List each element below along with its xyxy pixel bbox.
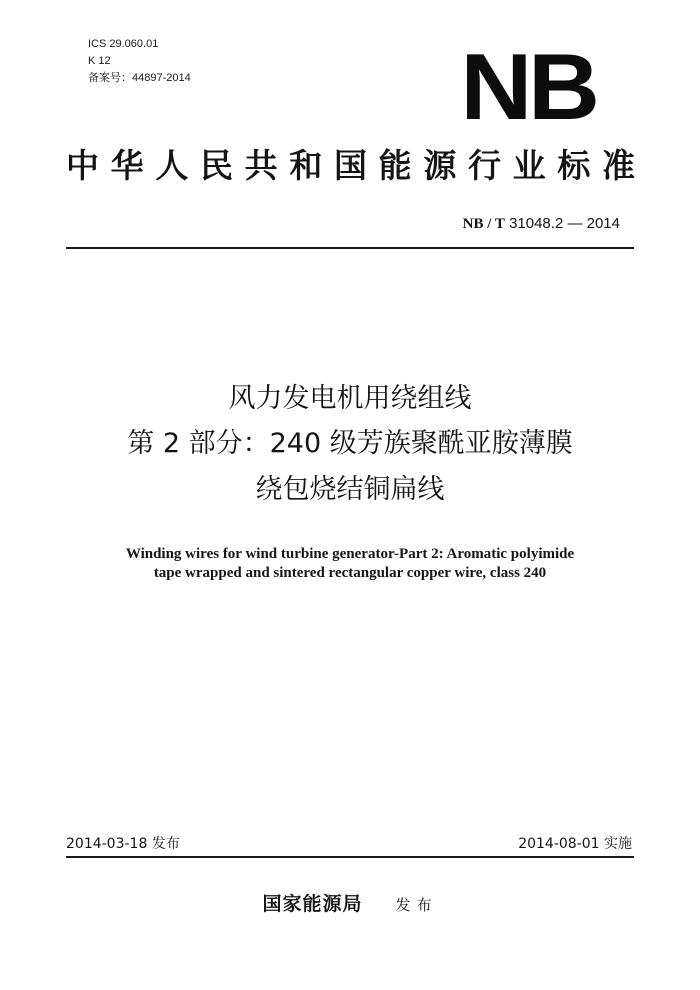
chinese-title-line-1: 风力发电机用绕组线	[228, 383, 472, 414]
publish-label: 发布	[395, 896, 438, 914]
implementation-date: 2014-08-01 实施	[518, 836, 632, 852]
record-number: 备案号：44897-2014	[88, 72, 191, 84]
issue-date: 2014-03-18 发布	[66, 836, 180, 852]
standard-code-prefix: NB / T	[462, 216, 505, 232]
nb-logo: NB	[460, 34, 596, 139]
english-title-line-1: Winding wires for wind turbine generator-Part 2: Aromatic polyimide	[125, 546, 575, 562]
bottom-divider	[66, 856, 634, 858]
publisher-line	[0, 889, 700, 916]
classification-code: K 12	[88, 55, 111, 67]
standard-category-title: 中华人民共和国能源行业标准	[66, 146, 636, 185]
top-divider	[66, 247, 634, 249]
ics-code: ICS 29.060.01	[88, 38, 159, 50]
standard-code	[463, 215, 620, 233]
publisher-name: 国家能源局	[262, 893, 363, 915]
standard-code-number: 31048.2 — 2014	[509, 215, 620, 232]
chinese-title-line-2: 第 2 部分：240 级芳族聚酰亚胺薄膜	[127, 428, 573, 459]
english-title-line-2: tape wrapped and sintered rectangular copper wire, class 240	[153, 565, 547, 581]
chinese-title-line-3: 绕包烧结铜扁线	[255, 474, 445, 505]
